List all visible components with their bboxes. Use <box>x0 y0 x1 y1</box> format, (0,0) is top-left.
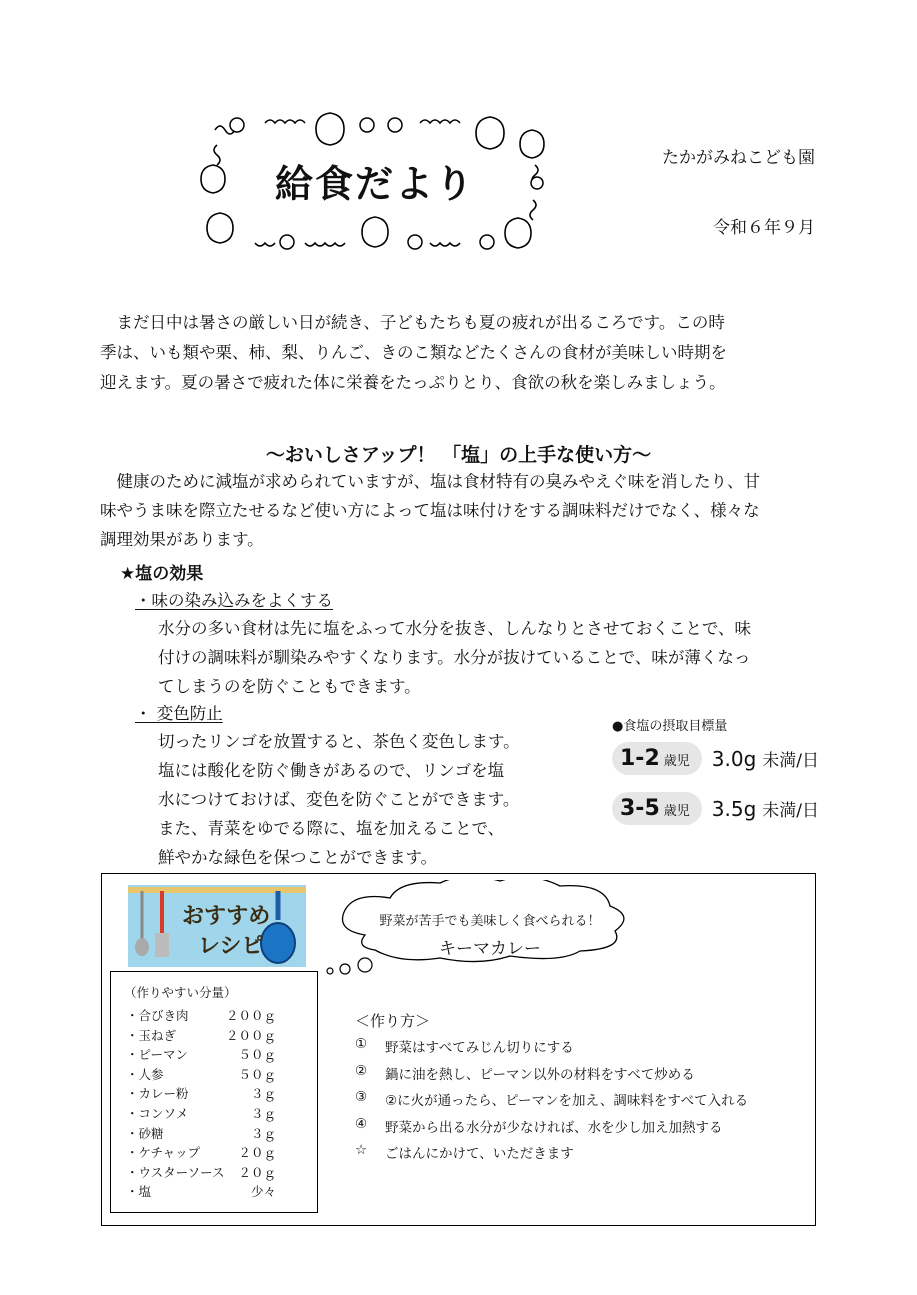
effect2-line: 塩には酸化を防ぐ働きがあるので、リンゴを塩 <box>158 761 505 780</box>
section-body <box>100 467 820 554</box>
recipe-step <box>355 1142 574 1162</box>
step-text: 鍋に油を熱し、ピーマン以外の材料をすべて炒める <box>385 1066 695 1083</box>
ingredient-amount: 少々 <box>250 1184 276 1200</box>
ingredient-name: ・玉ねぎ <box>126 1027 177 1043</box>
age-unit: 歳児 <box>663 804 690 819</box>
effect1-heading: ・味の染み込みをよくする <box>135 591 333 610</box>
effect2-line: また、青菜をゆでる際に、塩を加えることで、 <box>158 819 505 838</box>
ingredient-row <box>126 1026 276 1044</box>
age-unit: 歳児 <box>663 754 690 769</box>
step-marker: ③ <box>355 1089 368 1105</box>
ingredient-amount: ５０ｇ <box>238 1047 276 1063</box>
ingredient-row <box>126 1163 276 1181</box>
ingredient-row <box>126 1065 276 1083</box>
ingredient-name: ・塩 <box>126 1184 152 1200</box>
effect2-line: 切ったリンゴを放置すると、茶色く変色します。 <box>158 732 520 751</box>
age-range: 3-5 <box>620 796 660 821</box>
ingredient-amount: ２００ｇ <box>225 1008 276 1023</box>
salt-target-label: ●食塩の摂取目標量 <box>612 719 728 734</box>
salt-amount: 3.0g <box>711 746 757 771</box>
ingredient-name: ・砂糖 <box>126 1125 164 1141</box>
section-line: 味やうま味を際立たせるなど使い方によって塩は味付けをする調味料だけでなく、様々な <box>100 501 760 520</box>
intro-line: 迎えます。夏の暑さで疲れた体に栄養をたっぷりとり、食欲の秋を楽しみましょう。 <box>100 373 726 392</box>
effect2-line: 水につけておけば、変色を防ぐことができます。 <box>158 790 520 809</box>
ingredient-amount: ３ｇ <box>250 1125 276 1141</box>
step-marker: ① <box>355 1036 368 1052</box>
effect2-heading: ・ 変色防止 <box>135 704 223 723</box>
step-text: 野菜から出る水分が少なければ、水を少し加え加熱する <box>385 1119 723 1136</box>
ingredient-name: ・カレー粉 <box>126 1086 189 1102</box>
ingredient-row <box>126 1006 276 1024</box>
ingredient-name: ・ケチャップ <box>126 1145 201 1161</box>
salt-target-row <box>612 792 819 825</box>
ingredient-amount: ５０ｇ <box>238 1066 276 1082</box>
banner-line2: レシピ <box>198 934 264 959</box>
steps-title: ＜作り方＞ <box>355 1012 431 1030</box>
recipe-step <box>355 1089 748 1109</box>
ingredient-name: ・合びき肉 <box>126 1008 189 1023</box>
step-text: ごはんにかけて、いただきます <box>385 1146 574 1162</box>
effect1-line: 付けの調味料が馴染みやすくなります。水分が抜けていることで、味が薄くなっ <box>158 648 751 667</box>
ingredient-name: ・ウスターソース <box>126 1164 225 1180</box>
effect1-body <box>158 614 808 701</box>
recipe-step <box>355 1116 723 1136</box>
step-marker: ④ <box>355 1115 368 1132</box>
page-title: 給食だより <box>274 161 475 206</box>
salt-per-day: 未満/日 <box>762 801 820 821</box>
banner-line1: おすすめ <box>182 904 271 929</box>
ingredient-name: ・人参 <box>126 1066 164 1082</box>
age-badge <box>612 792 702 825</box>
ingredient-row <box>126 1104 276 1122</box>
ingredient-amount: ３ｇ <box>250 1086 276 1102</box>
intro-line: 季は、いも類や栗、柿、梨、りんご、きのこ類などたくさんの食材が美味しい時期を <box>100 343 727 362</box>
ingredient-name: ・コンソメ <box>126 1106 189 1121</box>
ingredient-row <box>126 1045 276 1063</box>
salt-per-day: 未満/日 <box>762 751 820 771</box>
section-title: ～おいしさアップ！ 「塩」の上手な使い方～ <box>265 444 652 466</box>
ingredient-row <box>126 1143 276 1161</box>
effect1-line: てしまうのを防ぐこともできます。 <box>158 677 421 696</box>
effect2-line: 鮮やかな緑色を保つことができます。 <box>158 848 438 867</box>
dish-subtitle: 野菜が苦手でも美味しく食べられる！ <box>379 914 601 929</box>
ingredient-amount: ２００ｇ <box>225 1027 276 1043</box>
effects-heading: ★塩の効果 <box>120 564 204 584</box>
ingredient-name: ・ピーマン <box>126 1047 189 1063</box>
intro-paragraph <box>100 308 820 398</box>
age-range: 1-2 <box>620 746 660 771</box>
recipe-banner <box>128 885 306 967</box>
step-text: ②に火が通ったら、ピーマンを加え、調味料をすべて入れる <box>385 1093 749 1109</box>
step-marker: ② <box>355 1062 368 1079</box>
section-line: 調理効果があります。 <box>100 530 264 549</box>
recipe-step <box>355 1063 695 1083</box>
ingredient-row <box>126 1084 276 1102</box>
ingredient-row <box>126 1182 276 1200</box>
dish-name: キーマカレー <box>439 939 541 959</box>
salt-amount: 3.5g <box>711 796 757 821</box>
effect2-body <box>158 727 558 872</box>
age-badge <box>612 742 702 775</box>
ingredient-amount: ２０ｇ <box>238 1164 276 1180</box>
ingredient-amount: ３ｇ <box>250 1106 276 1121</box>
effect1-line: 水分の多い食材は先に塩をふって水分を抜き、しんなりとさせておくことで、味 <box>158 619 752 638</box>
school-name: たかがみねこども園 <box>662 148 815 168</box>
section-line: 健康のために減塩が求められていますが、塩は食材特有の臭みやえぐ味を消したり、甘 <box>100 472 760 491</box>
step-marker: ☆ <box>355 1142 368 1158</box>
intro-line: まだ日中は暑さの厳しい日が続き、子どもたちも夏の疲れが出るころです。この時 <box>100 313 725 332</box>
salt-target-row <box>612 742 819 775</box>
ingredient-row <box>126 1124 276 1142</box>
recipe-step <box>355 1036 574 1056</box>
step-text: 野菜はすべてみじん切りにする <box>385 1040 574 1056</box>
ingredients-title: （作りやすい分量） <box>124 985 237 1000</box>
issue-date: 令和６年９月 <box>713 218 815 238</box>
ingredient-amount: ２０ｇ <box>238 1145 276 1161</box>
